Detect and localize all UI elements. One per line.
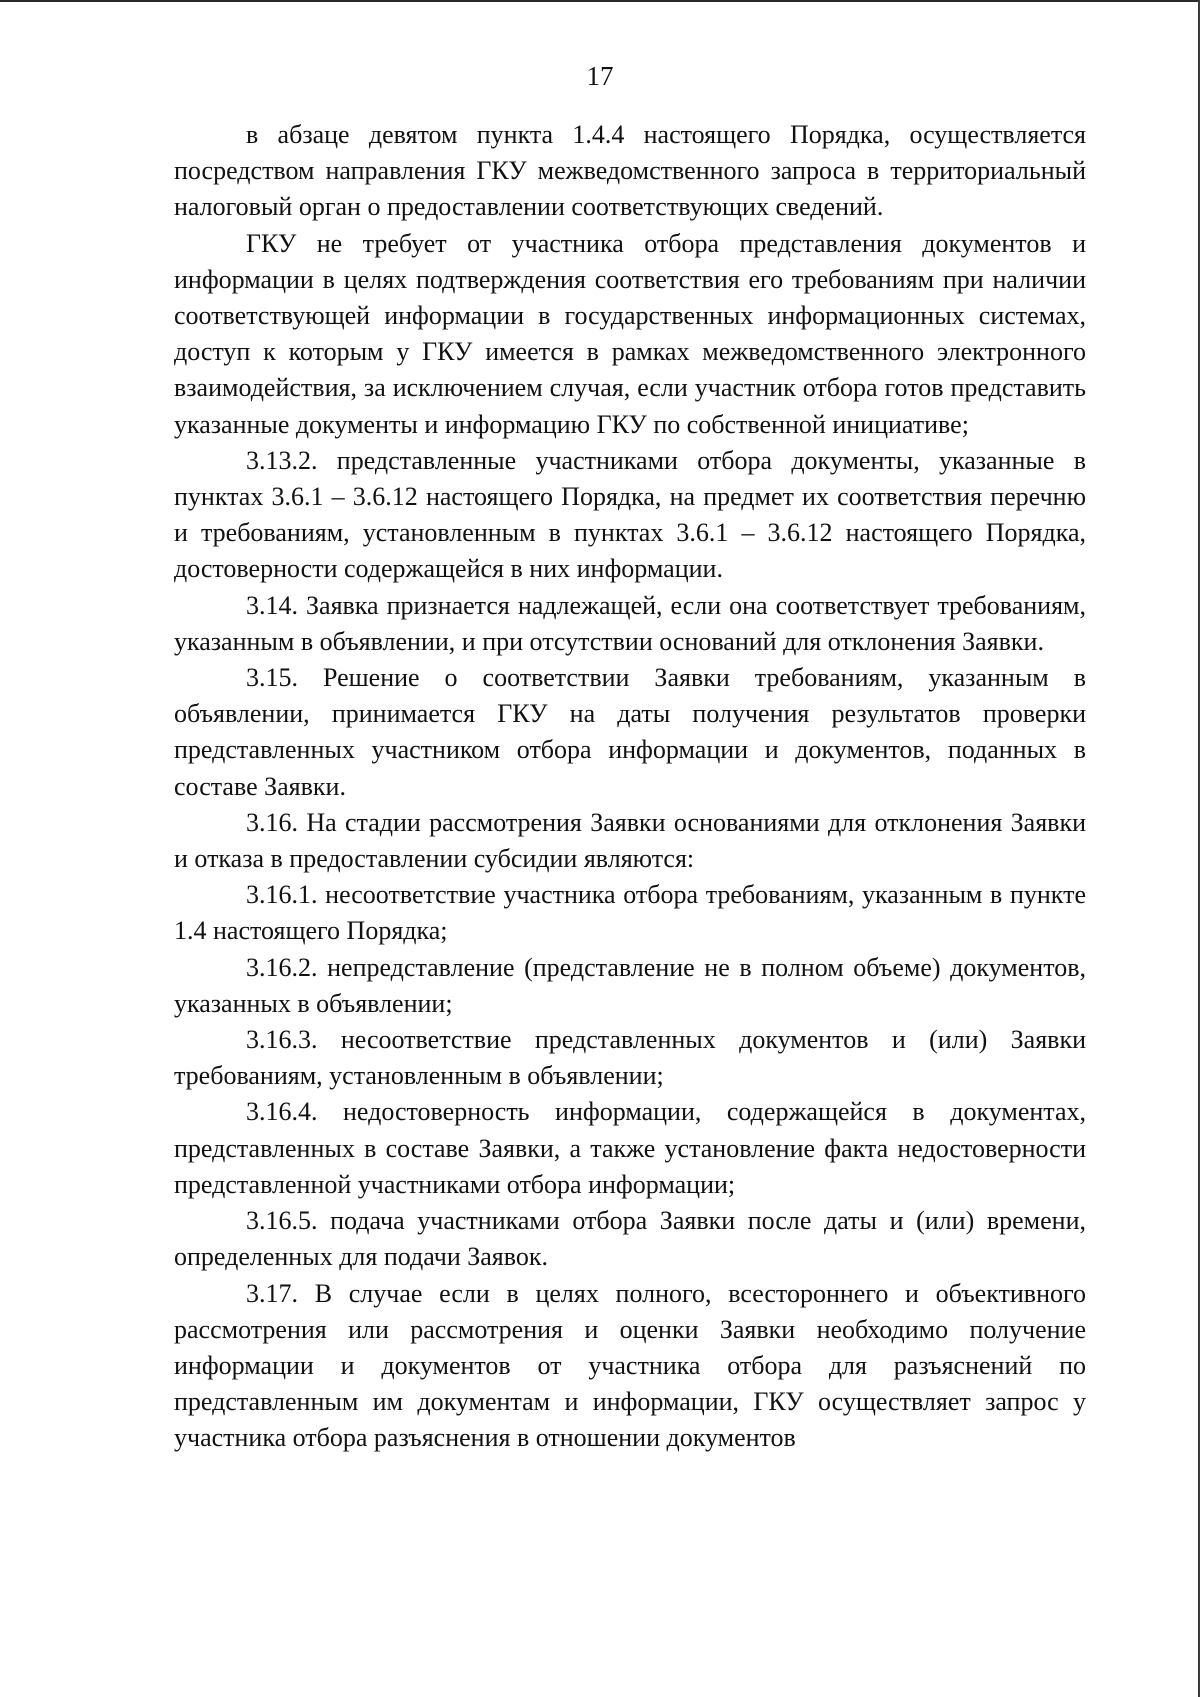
paragraph-3-16-3: 3.16.3. несоответствие представленных документов и (или) Заявки требованиям, установленным в объявлении;	[174, 1025, 1086, 1091]
paragraph-3-16-4: 3.16.4. недостоверность информации, содержащейся в документах, представленных в составе Заявки, а также установление факта недостоверности представленной участниками отбора информации;	[174, 1097, 1086, 1199]
paragraph-3-16-1: 3.16.1. несоответствие участника отбора требованиям, указанным в пункте 1.4 настоящего Порядка;	[174, 880, 1086, 946]
paragraph-3-14: 3.14. Заявка признается надлежащей, если она соответствует требованиям, указанным в объявлении, и при отсутствии оснований для отклонения Заявки.	[174, 590, 1086, 656]
paragraph-3-13-2: 3.13.2. представленные участниками отбора документы, указанные в пунктах 3.6.1 – 3.6.12 настоящего Порядка, на предмет их соответствия перечню и требованиям, установленным в пунктах 3.6.1 – 3.6.12 настоящего Порядка, достоверности содержащейся в них информации.	[174, 445, 1086, 584]
scan-edge-top	[0, 0, 1200, 2]
document-body	[174, 117, 1086, 1457]
paragraph-3-15: 3.15. Решение о соответствии Заявки требованиям, указанным в объявлении, принимается ГКУ на даты получения результатов проверки представленных участником отбора информации и документов, поданных в составе Заявки.	[174, 663, 1086, 801]
paragraph-3-17: 3.17. В случае если в целях полного, всестороннего и объективного рассмотрения или рассмотрения и оценки Заявки необходимо получение информации и документов от участника отбора для разъяснений по представленным им документам и информации, ГКУ осуществляет запрос у участника отбора разъяснения в отношении документов	[174, 1278, 1086, 1453]
paragraph-3-16: 3.16. На стадии рассмотрения Заявки основаниями для отклонения Заявки и отказа в предоставлении субсидии являются:	[174, 807, 1086, 874]
page-number: 17	[586, 61, 614, 91]
paragraph-continuation: в абзаце девятом пункта 1.4.4 настоящего Порядка, осуществляется посредством направления ГКУ межведомственного запроса в территориальный налоговый орган о предоставлении соответствующих сведений.	[174, 120, 1086, 222]
paragraph-gku-requirements: ГКУ не требует от участника отбора представления документов и информации в целях подтверждения соответствия его требованиям при наличии соответствующей информации в государственных информационных системах, доступ к которым у ГКУ имеется в рамках межведомственного электронного взаимодействия, за исключением случая, если участник отбора готов представить указанные документы и информацию ГКУ по собственной инициативе;	[174, 228, 1086, 439]
paragraph-3-16-2: 3.16.2. непредставление (представление не в полном объеме) документов, указанных в объявлении;	[174, 952, 1086, 1018]
paragraph-3-16-5: 3.16.5. подача участниками отбора Заявки после даты и (или) времени, определенных для подачи Заявок.	[174, 1206, 1086, 1272]
